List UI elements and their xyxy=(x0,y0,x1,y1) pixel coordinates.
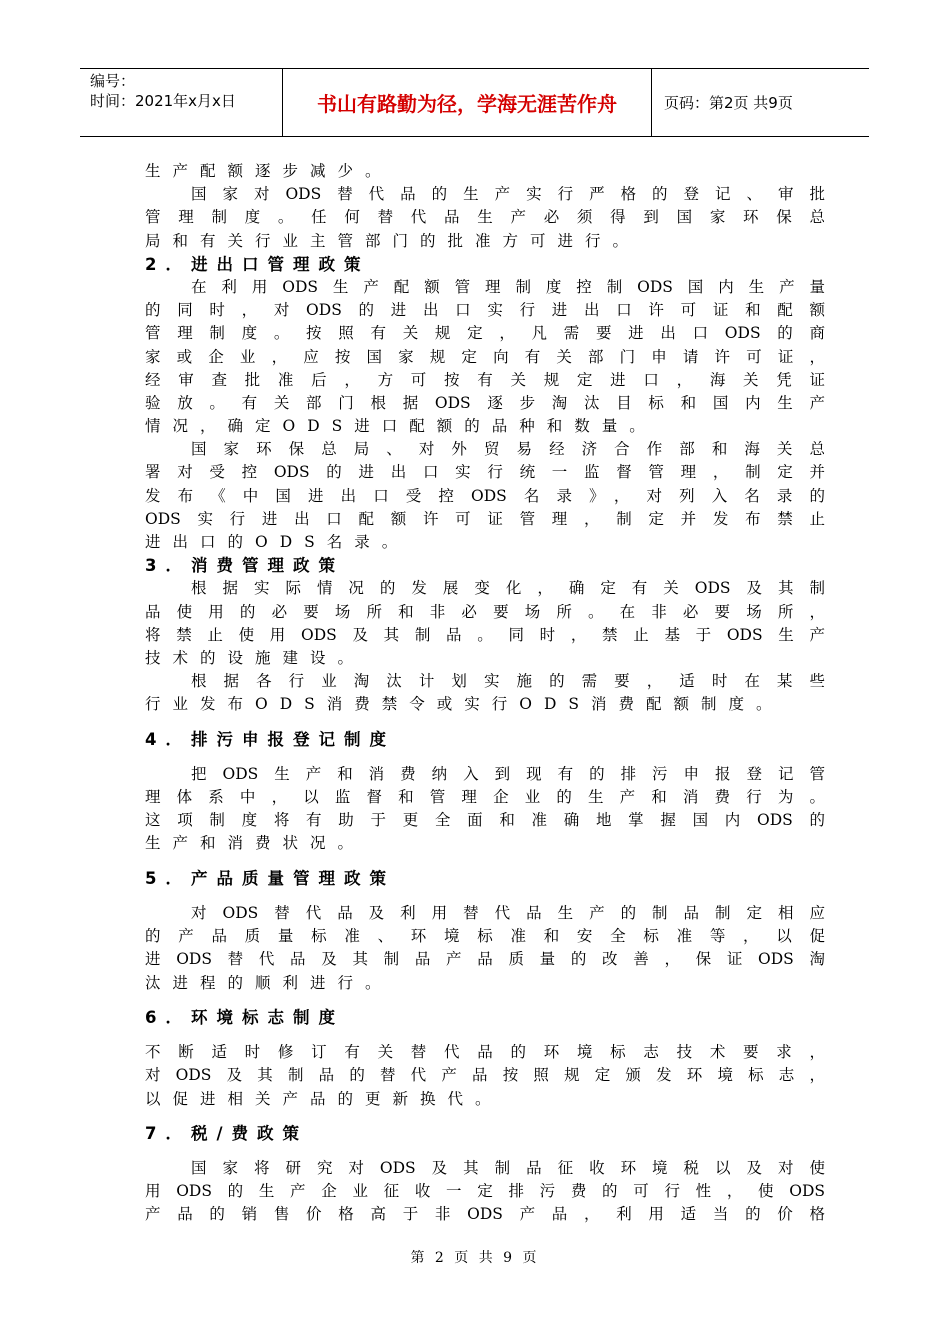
doc-date-label: 时间：2021年x月x日 xyxy=(90,92,236,110)
body-line: 将禁止使用ODS及其制品。同时，禁止基于ODS生产 xyxy=(145,625,825,644)
body-line: 汰进程的顺利进行。 xyxy=(145,973,393,992)
body-line: 用ODS的生产企业征收一定排污费的可行性，使ODS xyxy=(145,1182,825,1201)
body-line: 发布《中国进出口受控ODS名录》，对列入名录的 xyxy=(145,486,825,505)
section-heading: 7．税/费政策 xyxy=(145,1124,309,1144)
body-line: 技术的设施建设。 xyxy=(145,648,366,667)
header-motto: 书山有路勤为径，学海无涯苦作舟 xyxy=(282,69,652,136)
body-line: 的产品质量标准、环境标准和安全标准等，以促 xyxy=(145,927,825,946)
body-line: 管理制度。按照有关规定，凡需要进出口ODS的商 xyxy=(145,324,825,343)
body-line: 品使用的必要场所和非必要场所。在非必要场所， xyxy=(145,602,825,621)
page-header xyxy=(80,68,869,137)
body-line: 进出口的ODS名录。 xyxy=(145,533,410,551)
body-line: 根据各行业淘汰计划实施的需要，适时在某些 xyxy=(191,672,825,691)
body-line: 产品的销售价格高于非ODS产品，利用适当的价格 xyxy=(145,1205,825,1224)
body-line: 验放。有关部门根据ODS逐步淘汰目标和国内生产 xyxy=(145,393,825,412)
header-meta xyxy=(80,69,282,136)
body-line: 家或企业，应按国家规定向有关部门申请许可证， xyxy=(145,347,825,366)
body-line: 经审查批准后，方可按有关规定进口，海关凭证 xyxy=(145,370,825,389)
body-line: 以促进相关产品的更新换代。 xyxy=(145,1089,503,1108)
section-heading: 2．进出口管理政策 xyxy=(145,254,370,274)
body-line: 国家将研究对ODS及其制品征收环境税以及对使 xyxy=(191,1159,825,1178)
body-line: 理体系中，以监督和管理企业的生产和消费行为。 xyxy=(145,788,825,807)
body-line: 署对受控ODS的进出口实行统一监督管理，制定并 xyxy=(145,463,825,482)
body-line: 把ODS生产和消费纳入到现有的排污申报登记管 xyxy=(191,764,825,783)
body-line: 对ODS及其制品的替代产品按照规定颁发环境标志， xyxy=(145,1066,825,1085)
body-line: 国家对ODS替代品的生产实行严格的登记、审批 xyxy=(191,185,825,204)
body-line: ODS实行进出口配额许可证管理，制定并发布禁止 xyxy=(145,509,825,528)
document-body xyxy=(145,160,825,1227)
section-heading: 5．产品质量管理政策 xyxy=(145,869,395,889)
section-heading: 4．排污申报登记制度 xyxy=(145,730,395,750)
body-line: 生产和消费状况。 xyxy=(145,834,366,853)
body-line: 的同时，对ODS的进出口实行进出口许可证和配额 xyxy=(145,301,825,320)
body-line: 生产配额逐步减少。 xyxy=(145,162,393,180)
body-line: 管理制度。任何替代品生产必须得到国家环保总 xyxy=(145,208,825,227)
body-line: 不断适时修订有关替代品的环境标志技术要求， xyxy=(145,1043,825,1062)
body-line: 国家环保总局、对外贸易经济合作部和海关总 xyxy=(191,440,825,459)
body-line: 在利用ODS生产配额管理制度控制ODS国内生产量 xyxy=(191,277,825,296)
body-line: 对ODS替代品及利用替代品生产的制品制定相应 xyxy=(191,904,825,922)
body-line: 情况，确定ODS进口配额的品种和数量。 xyxy=(145,417,657,436)
page-footer: 第 2 页 共 9 页 xyxy=(410,1250,540,1266)
body-line: 局和有关行业主管部门的批准方可进行。 xyxy=(145,231,641,250)
section-heading: 6．环境标志制度 xyxy=(145,1008,344,1028)
header-page-number: 页码：第2页 共9页 xyxy=(664,94,793,112)
body-line: 进ODS替代品及其制品产品质量的改善，保证ODS淘 xyxy=(145,950,825,969)
body-line: 行业发布ODS消费禁令或实行ODS消费配额制度。 xyxy=(145,695,784,714)
doc-number-label: 编号： xyxy=(90,72,136,90)
body-line: 根据实际情况的发展变化，确定有关ODS及其制 xyxy=(191,579,825,598)
section-heading: 3．消费管理政策 xyxy=(145,556,344,576)
body-line: 这项制度将有助于更全面和准确地掌握国内ODS的 xyxy=(145,811,825,830)
